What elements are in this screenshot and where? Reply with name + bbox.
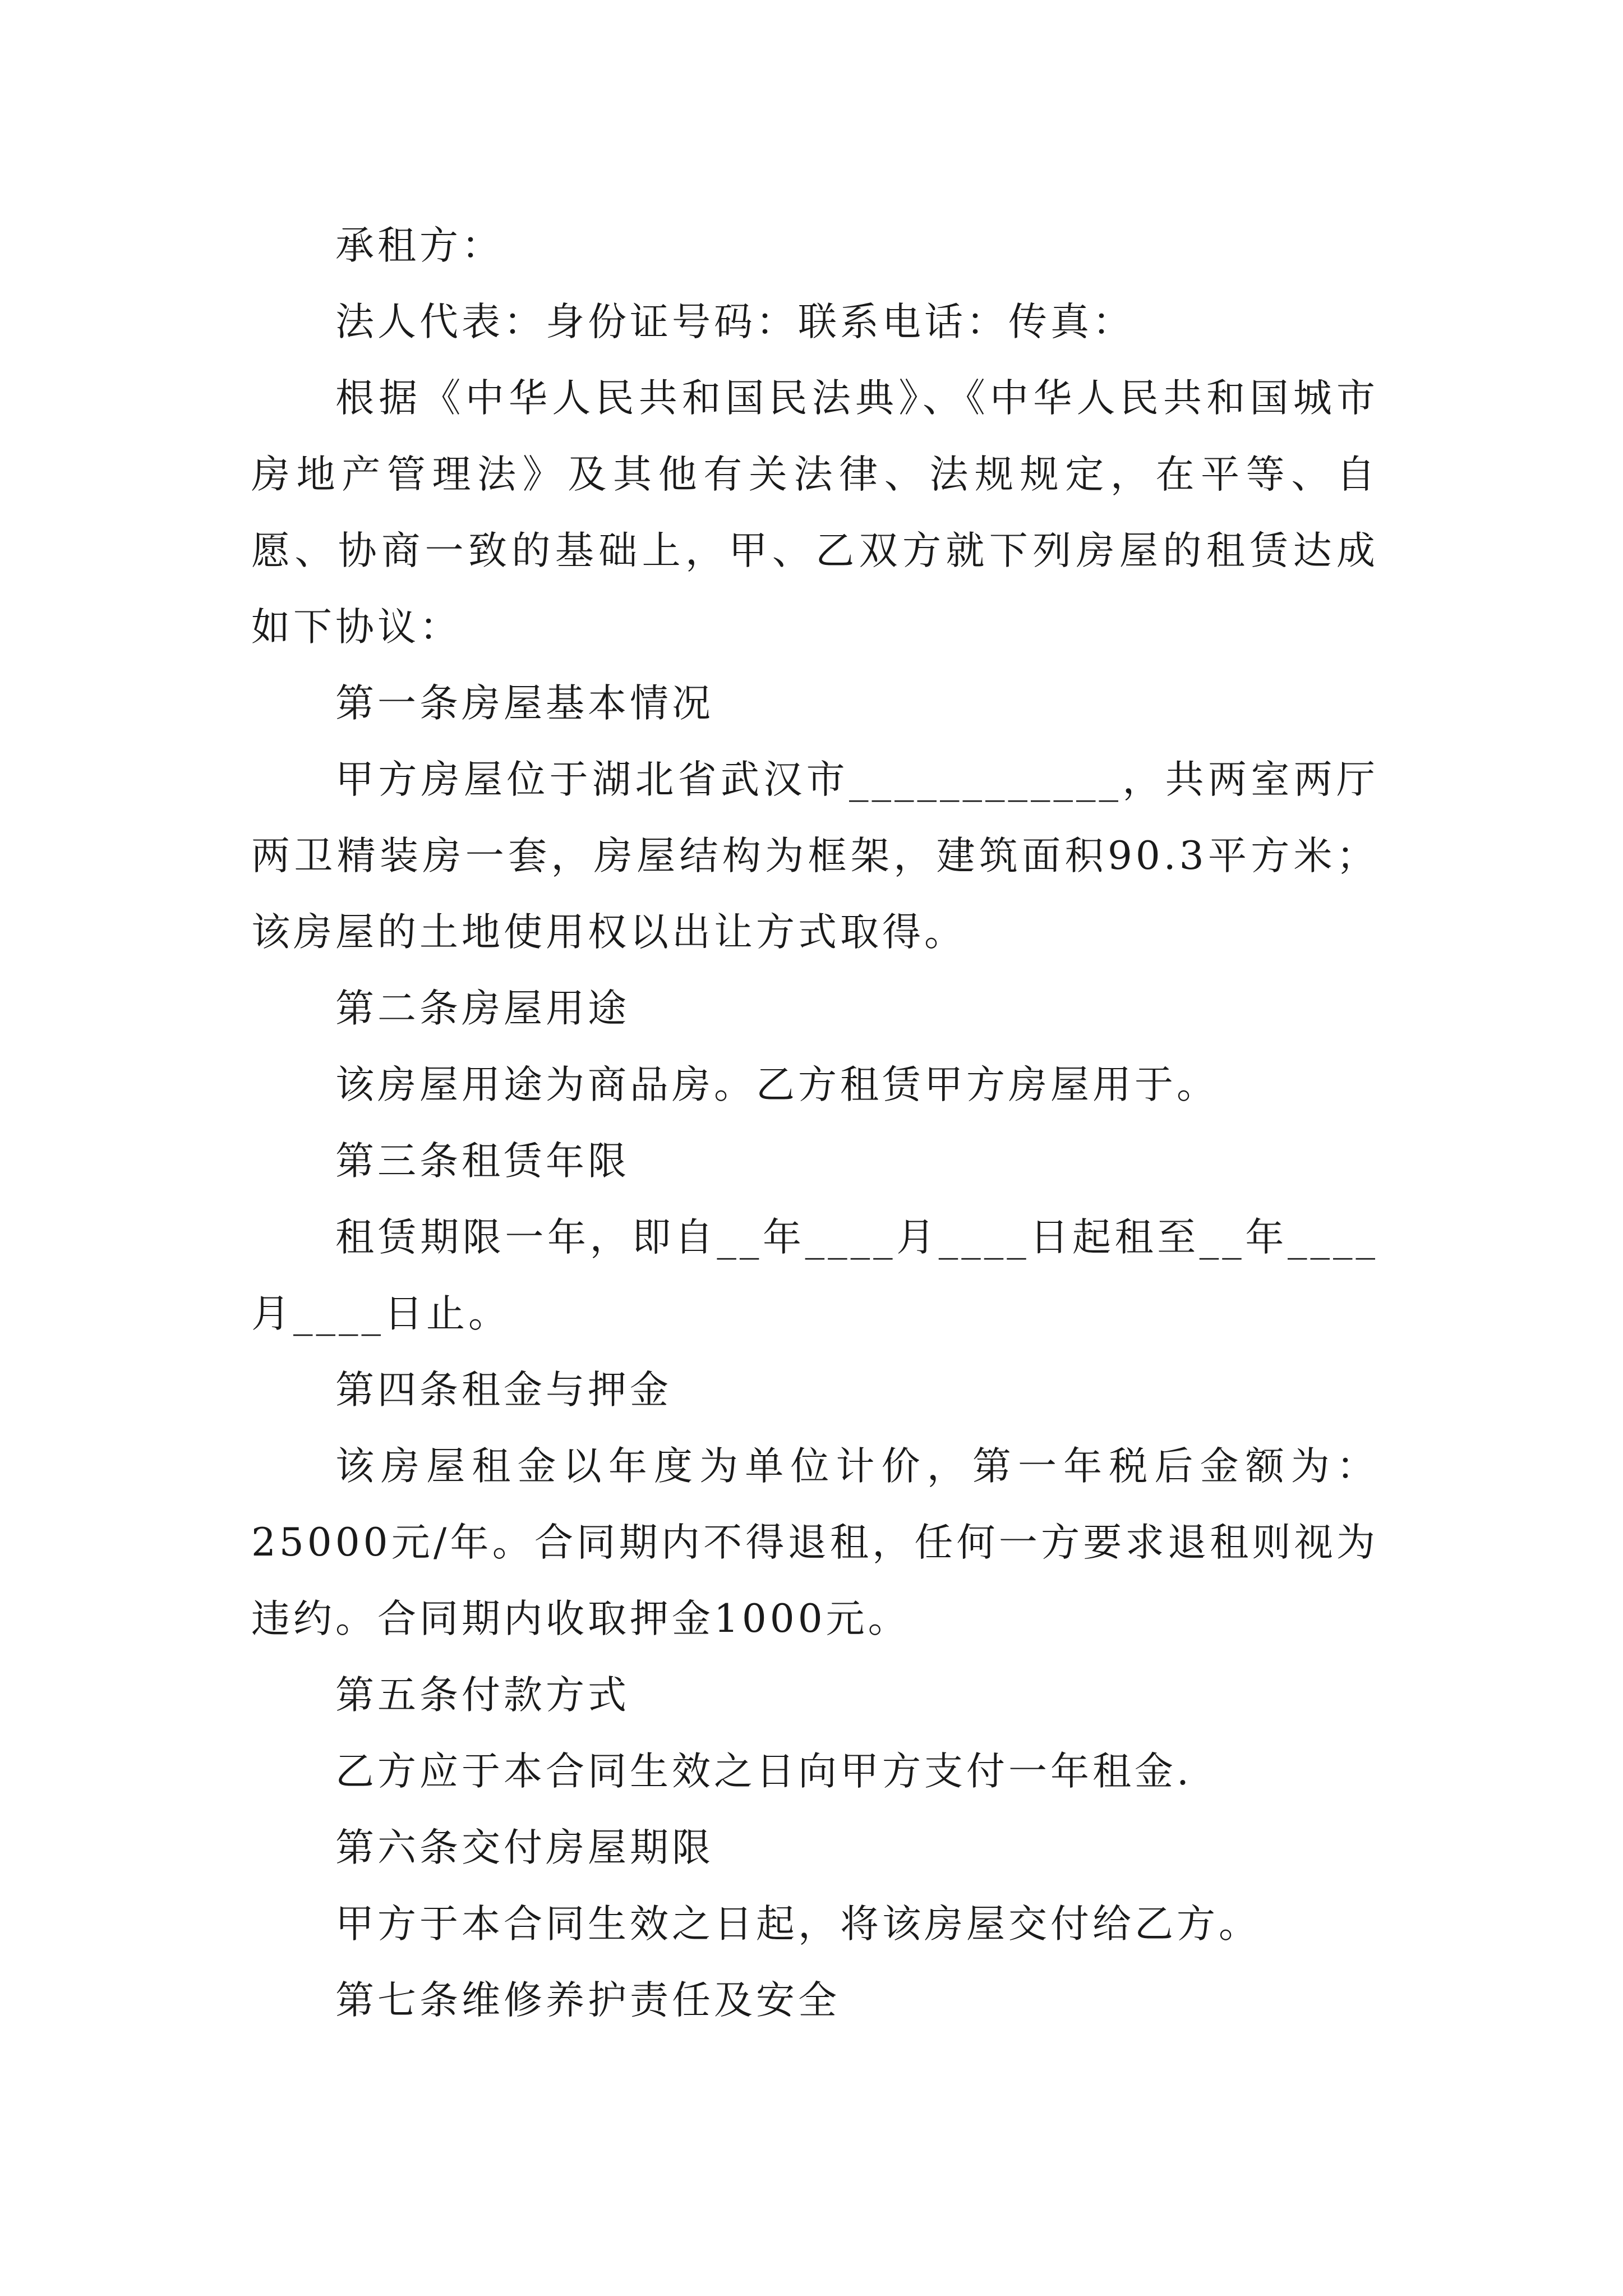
article-1-heading: 第一条房屋基本情况 xyxy=(335,681,714,726)
lessee-line: 承租方： xyxy=(335,223,504,268)
article-3-heading: 第三条租赁年限 xyxy=(335,1139,630,1184)
article-4-heading: 第四条租金与押金 xyxy=(335,1368,672,1412)
article-2-body: 该房屋用途为商品房。乙方租赁甲方房屋用于。 xyxy=(335,1062,1219,1107)
article-6-heading: 第六条交付房屋期限 xyxy=(335,1825,714,1870)
article-1-body: 甲方房屋位于湖北省武汉市____________，共两室两厅两卫精装房一套，房屋结构为框架，建筑面积90.3平方米；该房屋的土地使用权以出让方式取得。 xyxy=(251,757,1378,955)
article-5-body: 乙方应于本合同生效之日向甲方支付一年租金. xyxy=(335,1749,1192,1794)
article-2-heading: 第二条房屋用途 xyxy=(335,986,630,1031)
document-body xyxy=(251,208,1378,2039)
article-3-body: 租赁期限一年，即自__年____月____日起租至__年____月____日止。 xyxy=(251,1215,1378,1336)
preamble-paragraph: 根据《中华人民共和国民法典》、《中华人民共和国城市房地产管理法》及其他有关法律、法规规定，在平等、自愿、协商一致的基础上，甲、乙双方就下列房屋的租赁达成如下协议： xyxy=(251,376,1378,650)
article-4-body: 该房屋租金以年度为单位计价，第一年税后金额为：25000元/年。合同期内不得退租，任何一方要求退租则视为违约。合同期内收取押金1000元。 xyxy=(251,1444,1378,1641)
legal-rep-line: 法人代表：身份证号码：联系电话：传真： xyxy=(335,300,1135,344)
article-7-heading: 第七条维修养护责任及安全 xyxy=(335,1978,840,2023)
article-5-heading: 第五条付款方式 xyxy=(335,1673,630,1718)
article-6-body: 甲方于本合同生效之日起，将该房屋交付给乙方。 xyxy=(335,1902,1261,1947)
